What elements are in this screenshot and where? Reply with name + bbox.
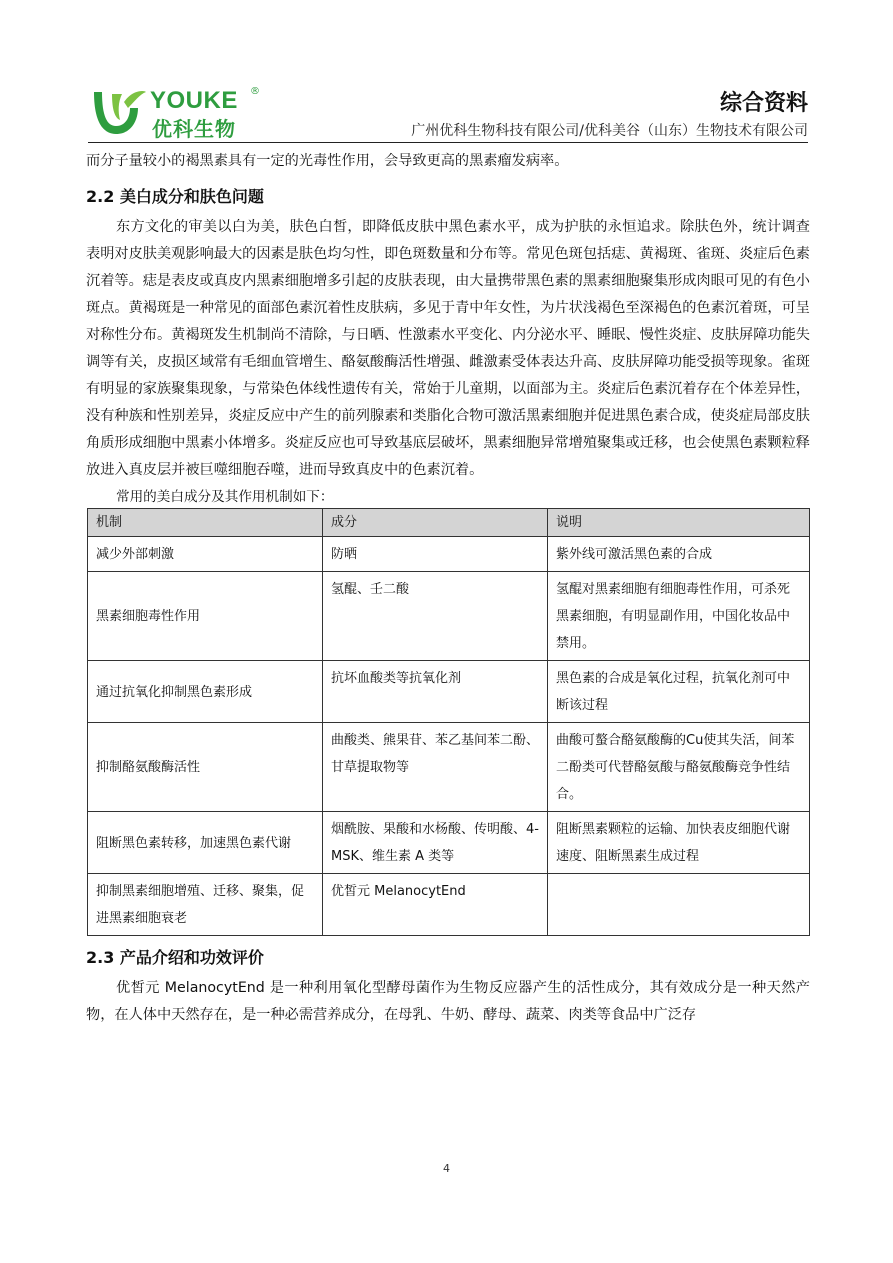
- cell-ingredient: 氢醌、壬二酸: [323, 572, 548, 661]
- page-header: [88, 84, 808, 142]
- section-2-2-paragraph: 东方文化的审美以白为美，肤色白皙，即降低皮肤中黑色素水平，成为护肤的永恒追求。除肤色外，统计调查表明对皮肤美观影响最大的因素是肤色均匀性，即色斑数量和分布等。常见色斑包括痣、黄褐斑、雀斑、炎症后色素沉着等。痣是表皮或真皮内黑素细胞增多引起的皮肤表现，由大量携带黑色素的黑素细胞聚集形成肉眼可见的有色小斑点。黄褐斑是一种常见的面部色素沉着性皮肤病，多见于青中年女性，为片状浅褐色至深褐色的色素沉着斑，可呈对称性分布。黄褐斑发生机制尚不清除，与日晒、性激素水平变化、内分泌水平、睡眠、慢性炎症、皮肤屏障功能失调等有关，皮损区域常有毛细血管增生、酪氨酸酶活性增强、雌激素受体表达升高、皮肤屏障功能受损等现象。雀斑有明显的家族聚集现象，与常染色体线性遗传有关，常始于儿童期，以面部为主。炎症后色素沉着存在个体差异性，没有种族和性别差异，炎症反应中产生的前列腺素和类脂化合物可激活黑素细胞并促进黑色素合成，使炎症局部皮肤角质形成细胞中黑素小体增多。炎症反应也可导致基底层破坏，黑素细胞异常增殖聚集或迁移，也会使黑色素颗粒释放进入真皮层并被巨噬细胞吞噬，进而导致真皮中的色素沉着。: [86, 219, 810, 478]
- table-row: [88, 537, 810, 572]
- cell-mechanism: 抑制黑素细胞增殖、迁移、聚集，促进黑素细胞衰老: [88, 874, 323, 936]
- cell-note: 氢醌对黑素细胞有细胞毒性作用，可杀死黑素细胞，有明显副作用，中国化妆品中禁用。: [548, 572, 810, 661]
- cell-mechanism: 阻断黑色素转移，加速黑色素代谢: [88, 812, 323, 874]
- page-number: 4: [443, 1162, 450, 1175]
- cell-note: 曲酸可螯合酪氨酸酶的Cu使其失活，间苯二酚类可代替酪氨酸与酪氨酸酶竞争性结合。: [548, 723, 810, 812]
- cell-mechanism: 抑制酪氨酸酶活性: [88, 723, 323, 812]
- cell-ingredient: 抗坏血酸类等抗氧化剂: [323, 661, 548, 723]
- cell-note: 黑色素的合成是氧化过程，抗氧化剂可中断该过程: [548, 661, 810, 723]
- table-caption: 常用的美白成分及其作用机制如下：: [116, 489, 334, 505]
- company-logo: [88, 84, 268, 140]
- table-row: [88, 812, 810, 874]
- cell-mechanism: 通过抗氧化抑制黑色素形成: [88, 661, 323, 723]
- cell-ingredient: 曲酸类、熊果苷、苯乙基间苯二酚、甘草提取物等: [323, 723, 548, 812]
- header-note: 说明: [548, 509, 810, 537]
- whitening-ingredients-table: [87, 508, 810, 936]
- cell-note: [548, 874, 810, 936]
- cell-ingredient: 烟酰胺、果酸和水杨酸、传明酸、4-MSK、维生素 A 类等: [323, 812, 548, 874]
- section-heading-2-3: 2.3 产品介绍和功效评价: [86, 948, 264, 967]
- cell-note: 阻断黑素颗粒的运输、加快表皮细胞代谢速度、阻断黑素生成过程: [548, 812, 810, 874]
- section-2-3-paragraph: 优皙元 MelanocytEnd 是一种利用氧化型酵母菌作为生物反应器产生的活性成分，其有效成分是一种天然产物，在人体中天然存在，是一种必需营养成分，在母乳、牛奶、酵母、蔬菜、肉类等食品中广泛存: [86, 980, 810, 1023]
- cell-ingredient: 优皙元 MelanocytEnd: [323, 874, 548, 936]
- header-ingredient: 成分: [323, 509, 548, 537]
- table-row: [88, 874, 810, 936]
- table-header-row: [88, 509, 810, 537]
- company-name: 广州优科生物科技有限公司/优科美谷（山东）生物技术有限公司: [411, 123, 808, 139]
- table-row: [88, 661, 810, 723]
- logo-wordmark-en: YOUKE: [150, 87, 238, 114]
- cell-mechanism: 黑素细胞毒性作用: [88, 572, 323, 661]
- table-row: [88, 572, 810, 661]
- logo-wordmark-cn: 优科生物: [152, 117, 236, 141]
- table-row: [88, 723, 810, 812]
- header-divider: [88, 142, 808, 143]
- cell-mechanism: 减少外部刺激: [88, 537, 323, 572]
- cell-ingredient: 防晒: [323, 537, 548, 572]
- page-content: [86, 148, 810, 1029]
- intro-line: 而分子量较小的褐黑素具有一定的光毒性作用，会导致更高的黑素瘤发病率。: [86, 153, 569, 169]
- youke-leaf-logo-icon: [88, 86, 148, 140]
- registered-mark: ®: [250, 86, 260, 97]
- header-mechanism: 机制: [88, 509, 323, 537]
- section-heading-2-2: 2.2 美白成分和肤色问题: [86, 187, 264, 206]
- document-title: 综合资料: [719, 91, 808, 116]
- cell-note: 紫外线可激活黑色素的合成: [548, 537, 810, 572]
